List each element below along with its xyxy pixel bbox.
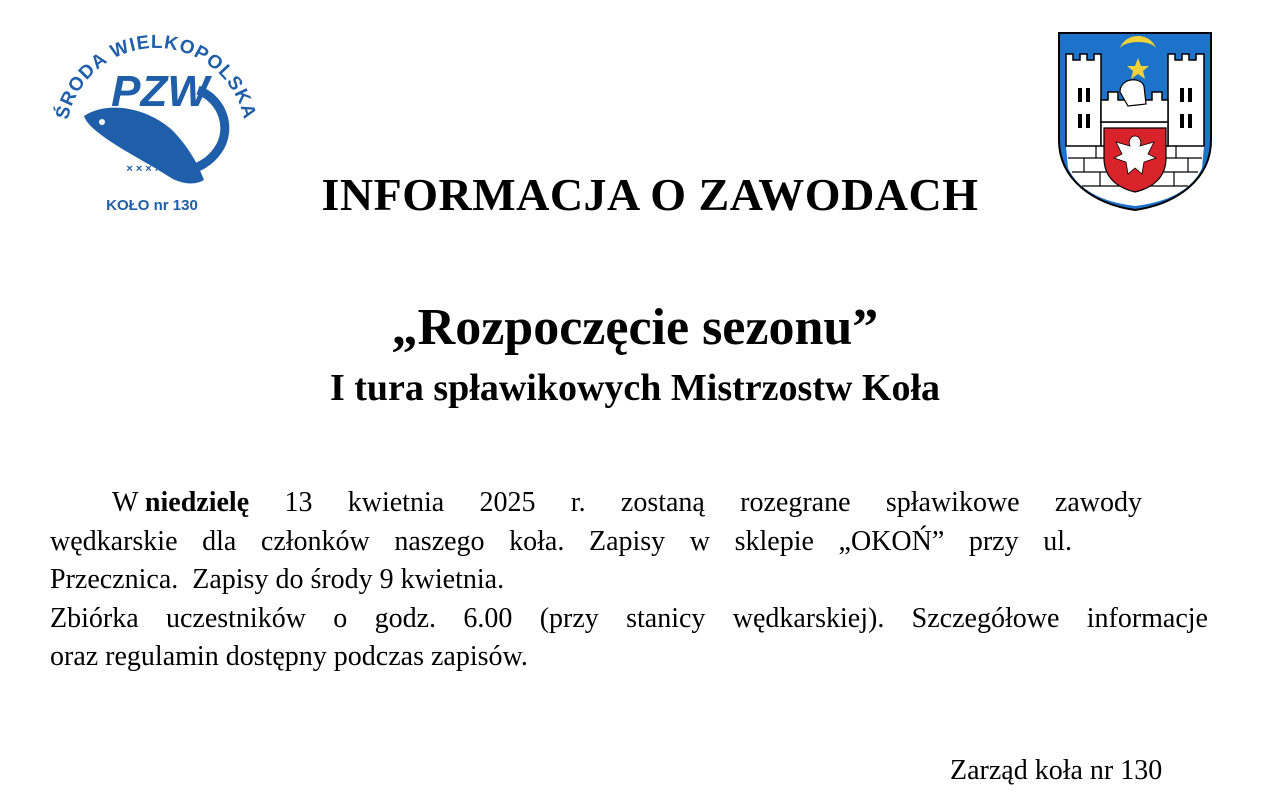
logo-bottom-text: KOŁO nr 130 (106, 197, 198, 214)
body-line-2: wędkarskie dla członków naszego koła. Zapisy w sklepie „OKOŃ” przy ul. (50, 525, 1072, 557)
announcement-body (50, 484, 1208, 677)
body-line-1: W niedzielę 13 kwietnia 2025 r. zostaną rozegrane spławikowe zawody (112, 487, 1142, 518)
event-name: „Rozpoczęcie sezonu” (391, 299, 879, 356)
logo-arc-text: ŚRODA WIELKOPOLSKA (52, 31, 260, 122)
svg-text:× × × × × × ×: × × × × × × × (126, 163, 190, 175)
body-line-4: Zbiórka uczestników o godz. 6.00 (przy stanicy wędkarskiej). Szczegółowe informacje (50, 602, 1208, 634)
body-line-3: Przecznica. Zapisy do środy 9 kwietnia. (50, 564, 505, 595)
page-title: INFORMACJA O ZAWODACH (321, 169, 979, 220)
signature: Zarząd koła nr 130 (950, 755, 1163, 786)
event-subtitle: I tura spławikowych Mistrzostw Koła (329, 367, 941, 409)
logo-emblem-text: PZW (111, 67, 209, 116)
day-emphasis: niedzielę (144, 487, 250, 518)
body-line-5: oraz regulamin dostępny podczas zapisów. (50, 641, 528, 672)
